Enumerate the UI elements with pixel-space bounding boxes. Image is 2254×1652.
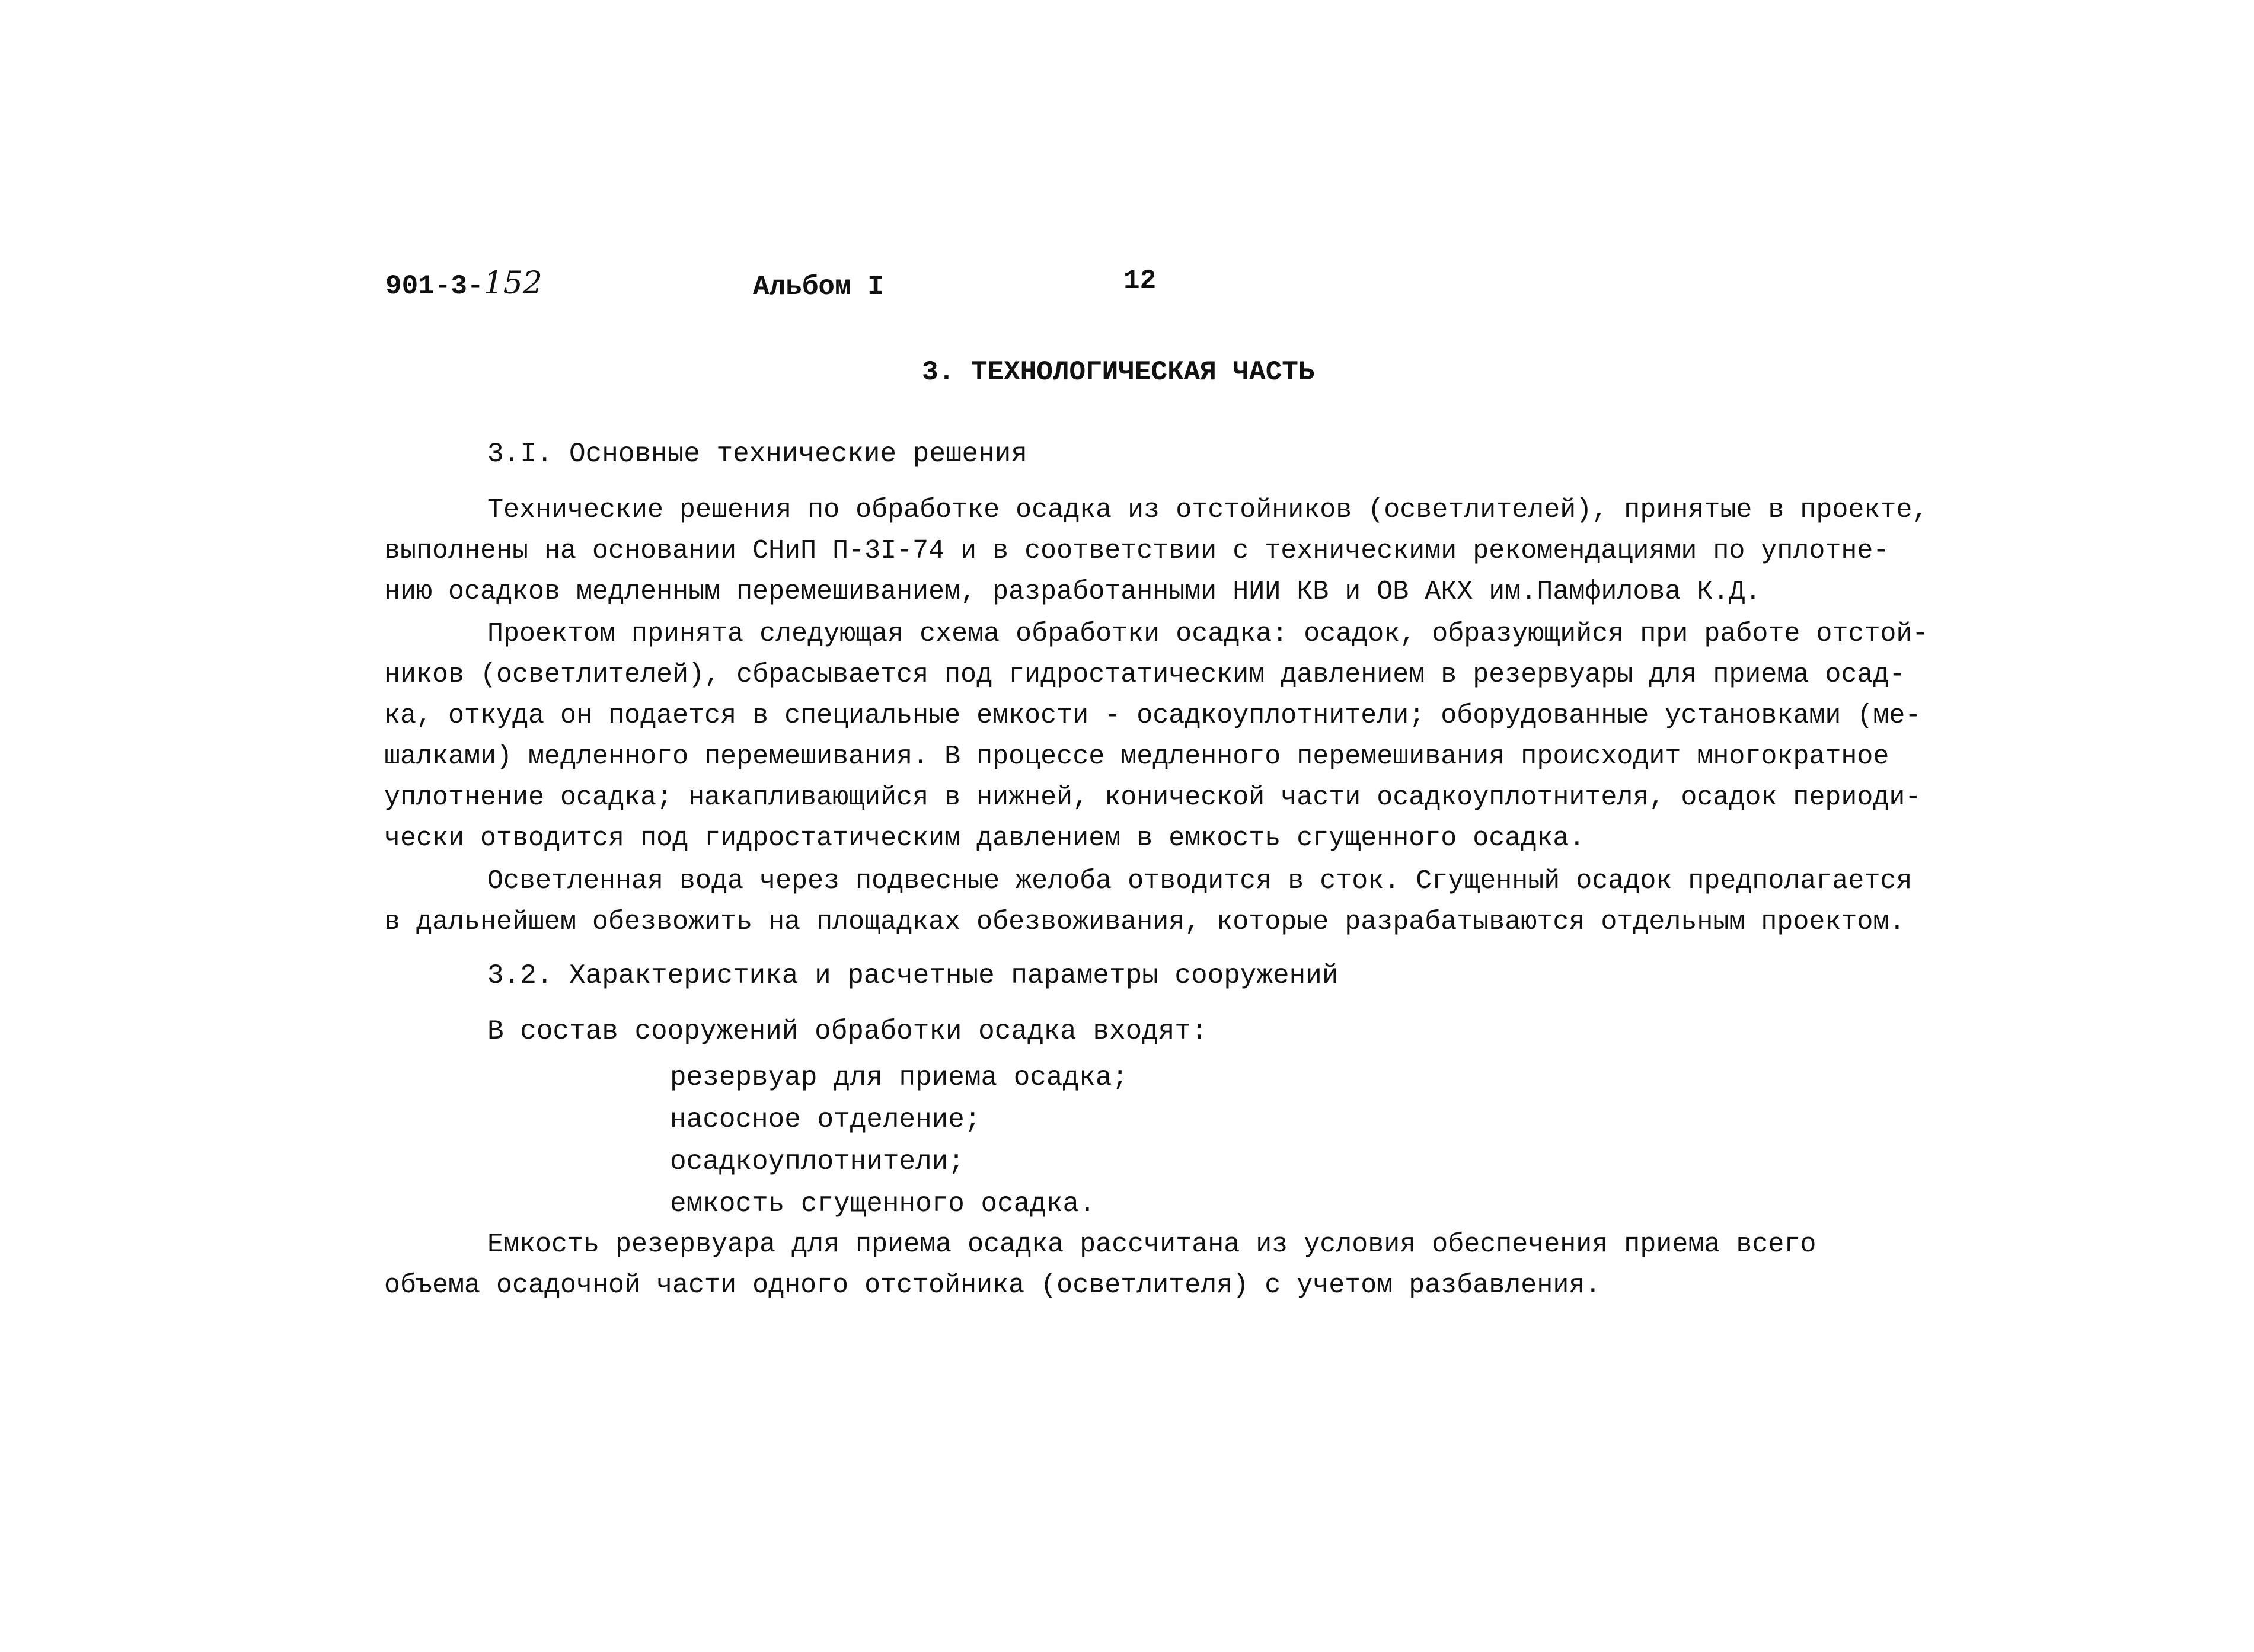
paragraph-line: Технические решения по обработке осадка из отстойников (осветлителей), принятые в проекте, <box>487 495 1929 525</box>
paragraph-clarified-water <box>384 861 1985 942</box>
paragraph-line: ка, откуда он подается в специальные емкости - осадкоуплотнители; оборудованные установками (ме- <box>384 701 1921 731</box>
paragraph-line: уплотнение осадка; накапливающийся в нижней, конической части осадкоуплотнителя, осадок периоди- <box>384 782 1921 813</box>
paragraph-line: чески отводится под гидростатическим давлением в емкость сгущенного осадка. <box>384 823 1585 854</box>
page-number: 12 <box>1123 266 1157 296</box>
document-code-prefix: 901-3- <box>385 271 484 302</box>
section-title: 3. ТЕХНОЛОГИЧЕСКАЯ ЧАСТЬ <box>922 357 1315 388</box>
subsection-title-3-1: 3.I. Основные технические решения <box>487 439 1027 469</box>
paragraph-line: Проектом принята следующая схема обработки осадка: осадок, образующийся при работе отстой- <box>487 619 1929 649</box>
page-header <box>385 266 1215 307</box>
paragraph-line: в дальнейшем обезвожить на площадках обезвоживания, которые разрабатываются отдельным проектом. <box>384 907 1905 937</box>
subsection-title-3-2: 3.2. Характеристика и расчетные параметры сооружений <box>487 960 1339 991</box>
document-code-handwritten: 152 <box>483 266 542 301</box>
document-code <box>385 266 542 302</box>
paragraph-reservoir-capacity <box>384 1224 1985 1306</box>
list-item: емкость сгущенного осадка. <box>670 1188 1096 1219</box>
paragraph-line: выполнены на основании СНиП П-3I-74 и в соответствии с техническими рекомендациями по уплотне- <box>384 536 1889 566</box>
facilities-list <box>670 1057 1128 1225</box>
paragraph-line: шалками) медленного перемешивания. В процессе медленного перемешивания происходит многократное <box>384 742 1889 772</box>
facilities-intro: В состав сооружений обработки осадка входят: <box>487 1016 1208 1047</box>
album-label: Альбом I <box>753 271 884 302</box>
paragraph-line: нию осадков медленным перемешиванием, разработанными НИИ КВ и ОВ АКХ им.Памфилова К.Д. <box>384 577 1761 607</box>
paragraph-line: Емкость резервуара для приема осадка рассчитана из условия обеспечения приема всего <box>487 1229 1816 1260</box>
paragraph-line: ников (осветлителей), сбрасывается под гидростатическим давлением в резервуары для приема осад- <box>384 660 1905 690</box>
paragraph-line: Осветленная вода через подвесные желоба отводится в сток. Сгущенный осадок предполагается <box>487 866 1913 896</box>
paragraph-technical-solutions <box>384 490 1985 612</box>
list-item: насосное отделение; <box>670 1104 981 1135</box>
paragraph-processing-scheme <box>384 613 1985 859</box>
list-item: резервуар для приема осадка; <box>670 1062 1128 1093</box>
list-item: осадкоуплотнители; <box>670 1146 965 1177</box>
paragraph-line: объема осадочной части одного отстойника (осветлителя) с учетом разбавления. <box>384 1270 1601 1300</box>
